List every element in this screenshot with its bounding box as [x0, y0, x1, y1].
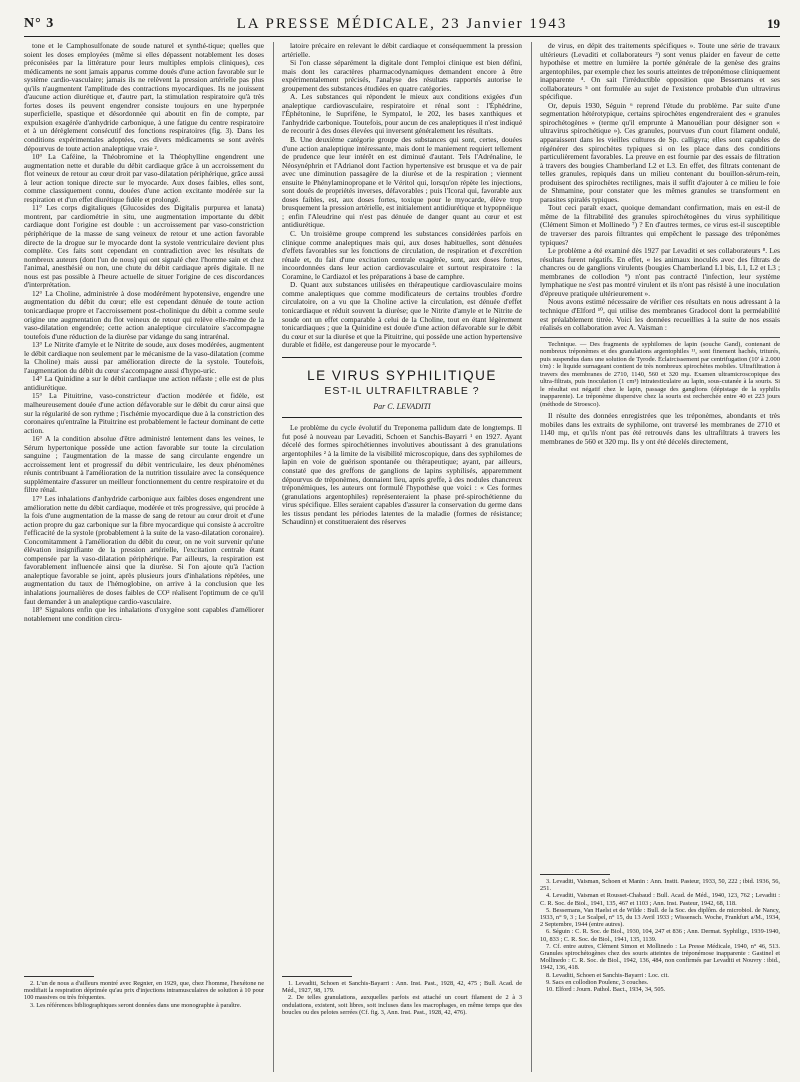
- footnote-rule-1: [24, 976, 94, 977]
- column-3-footnotes: [540, 878, 780, 993]
- footnote: 2. De telles granulations, auxquelles parfois est attaché un court filament de 2 à 3 ondulations, existent, soit libres, soit incluses dans les macrophages, en même temps que des boucles ou des pelotes serrées (Cf. fig. 3, Ann. Inst. Past., 1928, 42, 476).: [282, 994, 522, 1016]
- body-paragraph: 15° La Pituitrine, vaso-constricteur d'action modérée et fidèle, est malheureusement douée d'une action défavorable sur le débit du cœur ainsi que sur la régularité de son rythme ; l'ischémie myocardique due à la constriction des coronaires qu'entraîne la Pituitrine est probablement le facteur dominant de cette action.: [24, 391, 264, 435]
- column-divider-1: [273, 42, 274, 1072]
- body-paragraph: 14° La Quinidine a sur le débit cardiaque une action néfaste ; elle est de plus antidiurétique.: [24, 374, 264, 392]
- body-paragraph: B. Une deuxième catégorie groupe des substances qui sont, certes, douées d'une action analeptique intéressante, mais dont le maniement requiert tellement de prudence que leur intérêt en est diminué d'autant. Tels l'Adrénaline, le Néosynéphrin et l'Adrianol dont l'action hypertensive est brusque et va de pair avec une diminution passagère de la diurèse et de la respiration ; viennent ensuite le Phénylaminopropane et le Véritol qui, lorsqu'on répète les injections, sont doués de propriétés inverses, défavorables ; puis l'Icoral qui, favorable aux doses faibles, est, aux doses fortes, toxique pour le myocarde, élève trop brusquement la pression artérielle, est initialement antidiurétique et hypopnéique ; enfin l'Aleudrine qui n'est pas dénuée de danger quant au cœur et est antidiurétique.: [282, 135, 522, 230]
- column-3-top: [540, 42, 780, 333]
- footnote-rule-3: [540, 874, 610, 875]
- body-paragraph: Tout ceci paraît exact, quoique demandant confirmation, mais en est-il de même de la filtrabilité des granules spirochétogènes du virus syphilitique (Clément Simon et Mollinedo ⁷) ? En d'autres termes, ce virus est-il susceptible de traverser des parois filtrantes qui empêchent le passage des tréponèmes typiques?: [540, 203, 780, 247]
- column-1: [24, 42, 264, 1072]
- column-2-bottom: [282, 424, 522, 527]
- body-paragraph: Nous avons estimé nécessaire de vérifier ces résultats en nous adressant à la technique d'Elford ¹⁰, qui utilise des membranes Gradocol dont la perméabilité est préalablement titrée. Voici les données recueillies à la suite de nos essais réalisés en collaboration avec A. Vaisman :: [540, 297, 780, 333]
- technique-text: Technique. — Des fragments de syphilomes de lapin (souche Gand), contenant de nombreux tréponèmes et des granulations argentophiles ¹¹, sont finement hachés, triturés, puis suspendus dans une solution de Tyrode. Éclaircissement par centrifugation (10' à 2.000 t/m) : le liquide surnageant contient de très nombreux spirochètes mobiles. Ultrafiltration à travers des membranes de 2710, 1140, 560 et 320 mμ. Examen ultramicroscopique des ultra-filtrats, puis inoculation (1 cm³) intratesticulaire au lapin, sous-cutanée à la souris. Si le résultat est négatif chez le lapin, passage des ganglions (dépistage de la syphilis inapparente). Le tréponème dispersive chez la souris est recherchée entre 40 et 223 jours (méthode de Stroesco).: [540, 340, 780, 408]
- body-paragraph: Le problème a été examiné dès 1927 par Levaditi et ses collaborateurs ⁸. Les résultats furent négatifs. En effet, « les animaux inoculés avec des filtrats de chancres ou de ganglions virulents (bougies Chamberland L1 bis, L1, L2 et L3 ; membranes de collodion ⁹) n'ont pas contracté l'infection, leur système lymphatique ne s'est pas montré virulent et ils n'ont pas résisté à une inoculation d'épreuve pratiquée ultérieurement ».: [540, 246, 780, 298]
- footnote: 5. Bessemans, Van Haelst et de Wilde : Bull. de la Soc. des diplôm. de microbiol. de Nancy, 1933, n° 9, 3 ; Le Scalpel, n° 15, du 13 Avril 1933 ; Wissensch. Woche, Frankfurt a/M., 1934, 2 Septembre, 1944 (entre autres).: [540, 906, 780, 929]
- footnote: 2. L'un de nous a d'ailleurs montré avec Regnier, en 1929, que, chez l'homme, l'hexétone ne modifiait la respiration déprimée qu'au prix d'injections intramusculaires de solution à 10 pour 100 massives ou très fréquentes.: [24, 980, 264, 1002]
- column-1-body: [24, 42, 264, 623]
- footnote: 4. Levaditi, Vaisman et Rousset-Chabaud : Bull. Acad. de Méd., 1940, 123, 762 ; Levaditi : C. R. Soc. de Biol., 1941, 135, 467 et 1103 ; Ann. Inst. Pasteur, 1942, 68, 118.: [540, 892, 780, 907]
- body-paragraph: C. Un troisième groupe comprend les substances considérées parfois en clinique comme analeptiques mais qui, aux doses habituelles, sont dénuées d'effets favorables sur les fonctions de circulation, de respiration et d'excrétion rénale et, du fait d'une excitation centrale exagérée, sont, aux doses fortes, incoordonnées dans leur action cardiovasculaire et surtout respiratoire : la Coramine, le Cardiazol et les préparations à base de camphre.: [282, 229, 522, 281]
- column-divider-2: [531, 42, 532, 1072]
- column-3-bottom: [540, 412, 780, 446]
- body-paragraph: Le problème du cycle évolutif du Treponema pallidum date de longtemps. Il fut posé à nouveau par Levaditi, Schoen et Sanchis-Bayarri ¹ en 1927. Ayant décelé des formes spirochétiennes involutives aboutissant à des granulations argentophiles ² à la limite de la visibilité microscopique, dans des syphilomes de lapin en voie de guérison spontanée ou thérapeutique; ayant, par ailleurs, constaté que des greffons de ganglions de lapins syphilisés, apparemment dépourvus de tréponèmes, donnaient lieu, après greffe, à des nodules chancreux tréponémiques, les auteurs ont formulé l'hypothèse que voici : « Ces formes (granulations argentophiles) représenteraient la phase pré-spirochétienne du virus spécifique. Elles seraient capables d'assurer la conservation du germe dans les tissus pendant les périodes latentes de la maladie (formes de résistance; Schaudinn) et constitueraient des réserves: [282, 423, 522, 527]
- footnote: 9. Sacs en collodion Poulenc, 3 couches.: [546, 978, 649, 986]
- body-paragraph: A. Les substances qui répondent le mieux aux conditions exigées d'un analeptique cardiovasculaire, respiratoire et rénal sont : l'Éphédrine, l'Éphétonine, le Suprifène, le Sympatol, le 202, les bases xanthiques et l'anhydride carbonique. Toutefois, pour aucun de ces analeptiques il n'est indiqué de recourir à des doses élevées qui inversent généralement les résultats.: [282, 92, 522, 136]
- technique-note: [540, 337, 780, 409]
- footnote: 7. Cf. entre autres, Clément Simon et Mollinedo : La Presse Médicale, 1940, n° 46, 513. Granules spirochétogènes chez des souris atteintes de tréponémose inapparente : Gastinel et Mollinedo : C. R. Soc. de Biol., 1942, 136, 484, non confirmés par Levaditi et Nouvry : ibid., 1942, 136, 418.: [540, 942, 780, 972]
- body-paragraph: D. Quant aux substances utilisées en thérapeutique cardiovasculaire moins comme analeptiques que comme modificateurs de certains troubles d'ordre circulatoire, on a vu que la Choline active la circulation, est dénuée d'effet tonicardiaque et réduit souvent la diurèse; que le Nitrite d'amyle et le Nitrite de soude ont un effet comparable à celui de la Choline, tout en étant légèrement tonicardiaques ; que la Quinidine est douée d'une action défavorable sur le débit du cœur et sur la diurèse et que la Pituitrine, qui possède une action hypertensive durable et fidèle, est dangereuse pour le myocarde ³.: [282, 280, 522, 350]
- page-header: [24, 14, 780, 37]
- footnote: 6. Séguin : C. R. Soc. de Biol., 1930, 104, 247 et 836 ; Ann. Dermat. Syphiligr., 1939-1940, 10, 833 ; C. R. Soc. de Biol., 1941, 135, 1139.: [540, 928, 780, 943]
- body-paragraph: 13° Le Nitrite d'amyle et le Nitrite de soude, aux doses modérées, augmentent le débit cardiaque non seulement par le mécanisme de la vaso-dilatation (comme la Choline) mais aussi par amélioration directe de la systole. Toutefois, l'augmentation du débit du cœur s'accompagne aussi d'hypo-uric.: [24, 340, 264, 375]
- footnote: 8. Levaditi, Schoen et Sanchis-Bayarri : Loc. cit.: [546, 971, 669, 979]
- body-paragraph: Or, depuis 1930, Séguin ⁶ reprend l'étude du problème. Par suite d'une segmentation hétérotypique, certains spirochètes engendreraient des « granules spirochétogènes » (terme qu'il emprunte à Manouélian pour désigner son « ultravirus spirochétique »). Ces granules, pourvues d'un court filament ondulé, apparaissent dans les vieilles cultures de Sp. calligyra; elles sont capables de régénérer des spirochètes typiques si on les place dans des conditions particulièrement favorables. La preuve en est fournie par des essais de filtration à travers des bougies Chamberland L2 et L3. En effet, des filtrats contenant de telles granules, repiqués dans un milieu contenant du bouillon-sérum-rein, produisent des spirochètes rectilignes, mais il suffit d'ajouter à ce milieu le foie de Shmamine, pour constater que les mêmes granules se transforment en parasites spiralés typiques.: [540, 100, 780, 204]
- journal-page: [24, 14, 780, 1074]
- body-paragraph: de virus, en dépit des traitements spécifiques ». Toute une série de travaux ultérieurs (Levaditi et collaborateurs ³) sont venus plaider en faveur de cette hypothèse et mettre en lumière la portée générale de la genèse des grains argentophiles, par exemple chez les souris atteintes de tréponémose cliniquement inapparente ⁴. On sait l'irréductible opposition que Bessemans et ses collaborateurs ⁵ ont formulée au sujet de l'existence probable d'un ultravirus spécifique.: [540, 42, 780, 102]
- column-1-footnotes: [24, 980, 264, 1009]
- footnote: 3. Levaditi, Vaisman, Schoen et Manin : Ann. Instit. Pasteur, 1933, 50, 222 ; ibid. 1936, 56, 251.: [540, 878, 780, 893]
- body-paragraph: latoire précaire en relevant le débit cardiaque et conséquemment la pression artérielle.: [282, 42, 522, 59]
- footnote: 3. Les références bibliographiques seront données dans une monographie à paraître.: [30, 1001, 242, 1009]
- column-2: [282, 42, 522, 1072]
- body-paragraph: Si l'on classe séparément la digitale dont l'emploi clinique est bien défini, mais dont les caractères pharmacodynamiques demandent encore à être expérimentalement précisés, l'analyse des résultats rapportés autorise le groupement des substances étudiées en quatre catégories.: [282, 58, 522, 93]
- article-title-line-1: LE VIRUS SYPHILITIQUE: [307, 367, 497, 383]
- issue-number: N° 3: [24, 16, 55, 31]
- body-paragraph: 10° La Caféine, la Théobromine et la Théophylline engendrent une augmentation nette et durable du débit cardiaque grâce à un accroissement du flot veineux de retour au cœur droit par vaso-dilatation périphérique, grâce aussi à leur action tonique directe sur le myocarde. Aux doses faibles, elles sont, comme classiquement connu, douées d'une action excitante modérée sur la respiration et d'un effet diurétique fidèle et prolongé.: [24, 152, 264, 204]
- body-paragraph: tone et le Camphosulfonate de soude naturel et synthé-tique; quelles que soient les doses employées (même si elles dépassent notablement les doses préconisées par la littérature pour leurs multiples emplois cliniques), ces médicaments ne sont jamais apparus comme doués d'une action favorable sur le système cardio-vasculaire; jamais ils ne relèvent la pression artérielle pas plus qu'ils n'augmentent l'amplitude des contractions myocardiques. Ils ne jouissent d'aucune action diurétique et, d'autre part, la stimulation respiratoire qu'à très fortes doses ils peuvent engendrer consiste toujours en une hyperpnée superficielle, spastique et désordonnée qui aboutit en fin de compte, par expulsion exagérée d'anhydride carbonique, à une fatigue du centre respiratoire et à un dérèglement consécutif des fonctions respiratoires (fig. 3). Dans les conditions expérimentales adoptées, ces divers médicaments se sont avérés dépourvus de toute action analeptique vraie ².: [24, 42, 264, 153]
- article-title-line-2: EST-IL ULTRAFILTRABLE ?: [324, 384, 480, 397]
- article-author: Par C. LEVADITI: [373, 401, 431, 411]
- footnote: 10. Elford : Journ. Pathol. Bact., 1934, 34, 505.: [546, 986, 666, 994]
- text-columns: [24, 42, 780, 1072]
- page-number: 19: [767, 16, 780, 31]
- column-2-top: [282, 42, 522, 350]
- article-heading: [282, 357, 522, 419]
- body-paragraph: 17° Les inhalations d'anhydride carbonique aux faibles doses engendrent une amélioration nette du débit cardiaque, modérée et très progressive, qui procède à la fois d'une augmentation de la masse de sang de retour au cœur droit et d'une action propre du gaz carbonique sur la fibre myocardique qui consiste à accroître l'efficacité de la systole (probablement à la suite de la vaso-dilatation coronaire). Concomitamment à l'amélioration du débit du cœur, on ne voit survenir qu'une élévation insignifiante de la pression artérielle, l'excitation centrale étant compensée par la vaso-dilatation périphérique. Par ailleurs, la respiration est favorablement influencée ainsi que la diurèse. Si l'on ajoute qu'à l'action analeptique favorable se joint, après plusieurs jours d'inhalations répétées, une augmentation du taux de l'hémoglobine, on arrive à la conclusion que les inhalations journalières de doses faibles de CO² réalisent l'optimum de ce qu'il faut demander à un analeptique cardio-vasculaire.: [24, 493, 264, 606]
- body-paragraph: 18° Signalons enfin que les inhalations d'oxygène sont capables d'améliorer notablement une condition circu-: [24, 605, 264, 623]
- footnote-rule-2: [282, 976, 352, 977]
- journal-title: LA PRESSE MÉDICALE, 23 Janvier 1943: [236, 16, 568, 32]
- body-paragraph: 16° A la condition absolue d'être administré lentement dans les veines, le Sérum hypertonique possède une action favorable sur toute la circulation sanguine ; l'augmentation de la masse de sang circulante engendre un accroissement lent et progressif du débit ventriculaire, les deux phénomènes réunis contribuant à l'amélioration de la nutrition tissulaire avec la conséquence supplémentaire d'assurer un meilleur fonctionnement du centre respiratoire et du filtre rénal.: [24, 434, 264, 495]
- column-2-footnotes: [282, 980, 522, 1016]
- footnote: 1. Levaditi, Schoen et Sanchis-Bayarri : Ann. Inst. Past., 1928, 42, 475 ; Bull. Acad. de Méd., 1927, 98, 179.: [282, 980, 522, 995]
- body-paragraph: 12° La Choline, administrée à dose modérément hypotensive, engendre une augmentation du débit du cœur; elle est cependant dénuée de toute action tonicardiaque propre et l'accroissement post-cholinique du débit a comme seule origine une augmentation du flot veineux de retour qui relève elle-même de la vaso-dilatation engendrée; cette action analeptique circulatoire s'accompagne toutefois d'une réduction de la diurèse par vidange du sang intrarénal.: [24, 288, 264, 341]
- body-paragraph: Il résulte des données enregistrées que les tréponèmes, abondants et très mobiles dans les extraits de syphilome, ont traversé les membranes de 2710 et 1140 mμ, et qu'ils n'ont pas été retrouvés dans les ultrafiltrats à travers les membranes de 560 et 320 mμ. Ils y ont été décelés directement,: [540, 411, 780, 446]
- body-paragraph: 11° Les corps digitaliques (Glucosides des Digitalis purpurea et lanata) montrent, par cardiométrie in situ, une augmentation importante du débit cardiaque dont l'origine est double : un accroissement par vaso-constriction périphérique de la masse de sang veineux de retour et une action favorable directe de la drogue sur le myocarde dont la systole ventriculaire devient plus complète. Ces faits sont cependant en contradiction avec les résultats de nombreux auteurs (dont l'un de nous) qui ont signalé chez l'homme sain et chez l'animal, anesthésié ou non, une chute du débit cardiaque après digitale. Il ne nous est pas possible à l'heure actuelle de situer l'origine de ces discordances d'interprétation.: [24, 203, 264, 290]
